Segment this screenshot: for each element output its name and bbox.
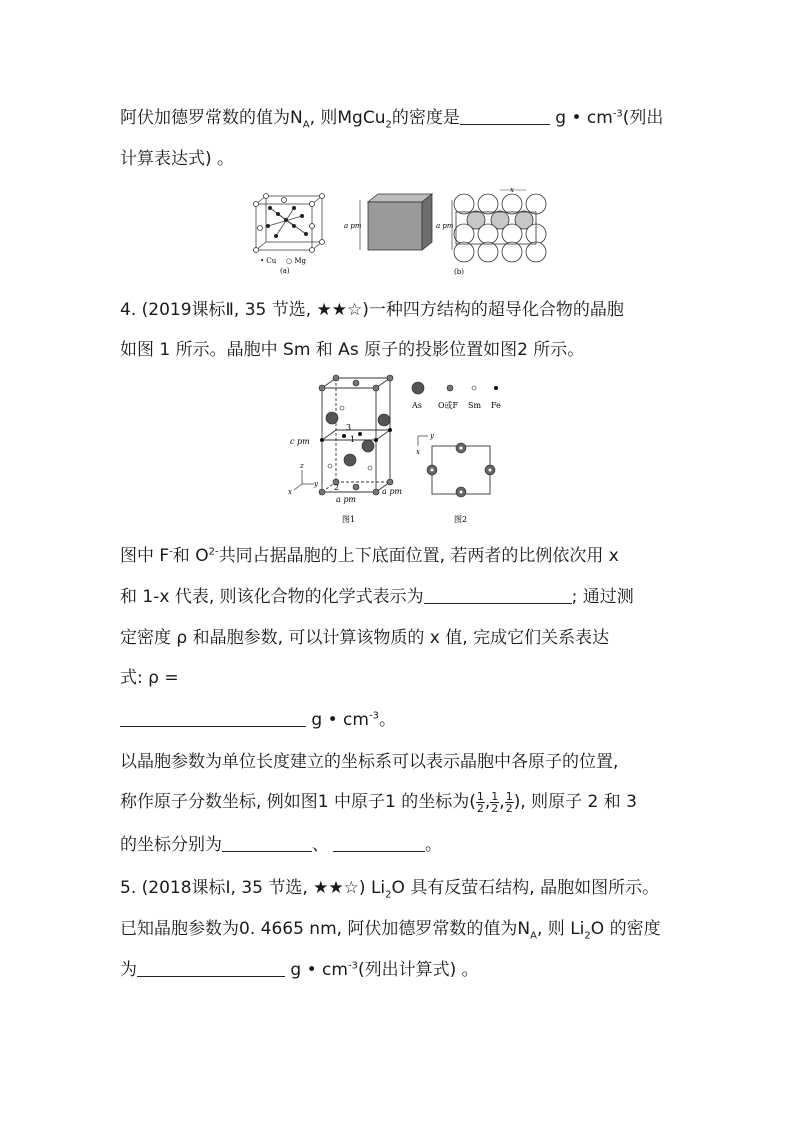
text: 图中 F xyxy=(120,546,170,566)
text: 阿伏加德罗常数的值为N xyxy=(120,108,303,128)
legend-as-marker xyxy=(412,382,424,394)
q3-fig-b-atoms xyxy=(454,194,546,262)
formula-blank[interactable] xyxy=(424,585,572,604)
legend-fe: Fe xyxy=(491,401,501,410)
text: (列出计算式) 。 xyxy=(357,960,479,980)
q3-figure xyxy=(248,186,548,278)
atom-1-label: 1 xyxy=(350,435,356,444)
text: O 具有反萤石结构, 晶胞如图所示。 xyxy=(391,878,660,898)
q4-line-7 xyxy=(120,708,396,732)
subscript: 2 xyxy=(385,119,392,131)
text: g • cm xyxy=(311,710,369,730)
q3-fig-a-cu-atoms xyxy=(266,206,308,238)
a-pm-label: a pm xyxy=(344,222,362,230)
q4-line-3 xyxy=(120,544,619,568)
fraction-half: $\frac{1}{2}$ xyxy=(491,789,499,815)
text: 已知晶胞参数为0. 4665 nm, 阿伏加德罗常数的值为N xyxy=(120,919,531,939)
text: 5. (2018课标Ⅰ, 35 节选, ★★☆) Li xyxy=(120,878,386,898)
legend-mg: ○ Mg xyxy=(286,257,306,265)
legend-as: As xyxy=(412,401,422,410)
text: 为 xyxy=(120,960,137,980)
subscript: 2 xyxy=(385,889,392,901)
text: 和 O xyxy=(172,546,209,566)
atom-2-label: 2 xyxy=(334,483,340,492)
text: 的密度是 xyxy=(391,108,460,128)
superscript: - xyxy=(169,546,173,558)
text: (列出 xyxy=(622,108,664,128)
subscript: A xyxy=(302,119,310,131)
box-top xyxy=(368,194,432,202)
fig2-label: 图2 xyxy=(454,515,468,524)
legend-cu: • Cu xyxy=(260,257,277,265)
superscript: -3 xyxy=(368,710,379,722)
text: 和 1-x 代表, 则该化合物的化学式表示为 xyxy=(120,587,424,607)
text: , 则 Li xyxy=(537,919,585,939)
fig-a-label: (a) xyxy=(280,267,290,275)
text: g • cm xyxy=(290,960,348,980)
text: 称作原子分数坐标, 例如图1 中原子1 的坐标为( xyxy=(120,792,476,812)
answer-blank[interactable] xyxy=(460,106,550,125)
superscript: -3 xyxy=(612,108,623,120)
a-pm-label-b: a pm xyxy=(436,222,454,230)
li2o-density-blank[interactable] xyxy=(137,958,285,977)
q4-cell-frame xyxy=(322,378,390,492)
text: g • cm xyxy=(555,108,613,128)
fig2-axis-x: x xyxy=(416,448,420,456)
text: 。 xyxy=(425,835,442,855)
q5-line-2 xyxy=(120,917,661,941)
coord-2-blank[interactable] xyxy=(222,833,312,852)
text: ; 通过测 xyxy=(571,587,634,607)
x-label: x xyxy=(510,186,514,194)
axis-z: z xyxy=(300,462,304,470)
box-side xyxy=(422,194,432,250)
q3-line-2: 计算表达式) 。 xyxy=(120,149,235,169)
fig1-label: 图1 xyxy=(342,515,356,524)
legend-of: O或F xyxy=(438,401,459,410)
q3-line-1 xyxy=(120,106,663,130)
legend-sm: Sm xyxy=(468,401,482,410)
text: 共同占据晶胞的上下底面位置, 若两者的比例依次用 x xyxy=(218,546,619,566)
density-blank[interactable] xyxy=(120,708,306,727)
a-pm-label-2: a pm xyxy=(382,487,403,496)
axis-x: x xyxy=(288,488,292,496)
atom-3-label: 3 xyxy=(346,423,352,432)
axis-y: y xyxy=(314,480,318,488)
legend-of-marker xyxy=(447,385,453,391)
coord-3-blank[interactable] xyxy=(333,833,425,852)
q4-line-5: 定密度 ρ 和晶胞参数, 可以计算该物质的 x 值, 完成它们关系表达 xyxy=(120,628,610,648)
q4-line-8: 以晶胞参数为单位长度建立的坐标系可以表示晶胞中各原子的位置, xyxy=(120,752,619,772)
subscript: 2 xyxy=(584,930,591,942)
subscript: A xyxy=(530,930,537,942)
q4-figure xyxy=(286,372,516,530)
a-pm-label-1: a pm xyxy=(336,495,357,504)
text: O 的密度 xyxy=(590,919,661,939)
box-front xyxy=(368,202,422,250)
text: 。 xyxy=(378,710,396,730)
q4-line-2: 如图 1 所示。晶胞中 Sm 和 As 原子的投影位置如图2 所示。 xyxy=(120,340,585,360)
q5-line-3 xyxy=(120,958,479,982)
q4-axes xyxy=(294,470,314,490)
q4-line-4 xyxy=(120,585,634,609)
fig2-axis-y: y xyxy=(430,432,434,440)
text: ), 则原子 2 和 3 xyxy=(513,792,637,812)
q4-line-10 xyxy=(120,833,442,857)
legend-fe-marker xyxy=(494,386,498,390)
text: 的坐标分别为 xyxy=(120,835,222,855)
legend-sm-marker xyxy=(472,386,476,390)
q4-line-1: 4. (2019课标Ⅱ, 35 节选, ★★☆)一种四方结构的超导化合物的晶胞 xyxy=(120,300,624,320)
fraction-half: $\frac{1}{2}$ xyxy=(476,789,484,815)
superscript: -3 xyxy=(347,960,358,972)
q4-line-9: 称作原子分数坐标, 例如图1 中原子1 的坐标为( $\frac{1}{2}$ , $\frac{1}{2}$ , $\frac{1}{2}$ ), 则原子 2 和 3 xyxy=(120,789,637,815)
fig2-projected-atoms xyxy=(427,443,495,497)
q4-line-6: 式: ρ = xyxy=(120,668,179,688)
fraction-half: $\frac{1}{2}$ xyxy=(505,789,513,815)
q4-of-atoms xyxy=(319,375,393,495)
superscript: 2- xyxy=(208,546,219,558)
text: 、 xyxy=(312,835,329,855)
text: , 则MgCu xyxy=(309,108,386,128)
q5-line-1 xyxy=(120,876,659,900)
c-pm-label: c pm xyxy=(290,437,310,446)
fig2-axes xyxy=(418,436,428,446)
fig-b-label: (b) xyxy=(454,268,464,276)
